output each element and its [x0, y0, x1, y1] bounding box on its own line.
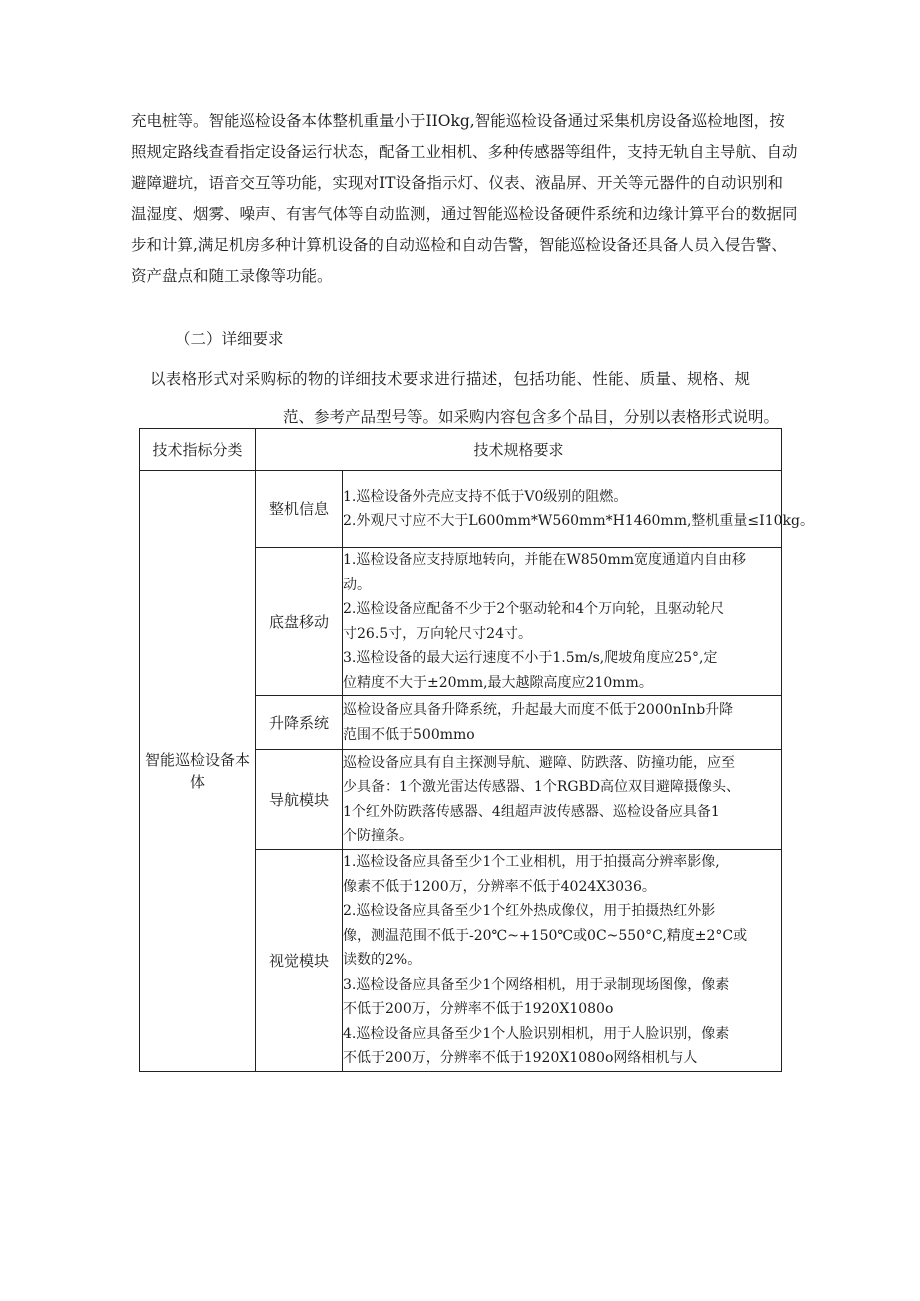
- category-cell: 智能巡检设备本体: [140, 471, 256, 1072]
- subcategory-cell: 视觉模块: [256, 850, 343, 1072]
- requirement-line: 不低于200万，分辨率不低于1920X1080o网络相机与人: [343, 1050, 698, 1067]
- section-intro-line-1: 以表格形式对采购标的物的详细技术要求进行描述，包括功能、性能、质量、规格、规: [150, 370, 750, 388]
- paragraph-line: 照规定路线查看指定设备运行状态，配备工业相机、多种传感器等组件，支持无轨自主导航、自动: [131, 143, 798, 161]
- subcategory-cell: 升降系统: [256, 696, 343, 750]
- subcategory-cell: 整机信息: [256, 471, 343, 548]
- table-row: [140, 471, 782, 548]
- requirement-cell: [343, 471, 814, 548]
- subcategory-cell: 底盘移动: [256, 548, 343, 696]
- requirement-line: 1.巡检设备应支持原地转向，并能在W850mm宽度通道内自由移: [343, 552, 747, 568]
- requirement-line: 3.巡检设备应具备至少1个网络相机，用于录制现场图像，像素: [343, 976, 730, 993]
- section-intro-line-2: 范、参考产品型号等。如采购内容包含多个品目，分别以表格形式说明。: [283, 408, 780, 426]
- requirement-line: 1.巡检设备外壳应支持不低于V0级别的阻燃。: [343, 488, 628, 505]
- requirement-cell: [343, 850, 782, 1072]
- requirement-line: 动。: [343, 576, 371, 593]
- header-category: 技术指标分类: [140, 429, 256, 471]
- requirement-cell: [343, 750, 782, 850]
- requirement-line: 寸26.5寸，万向轮尺寸24寸。: [343, 625, 532, 642]
- requirement-line: 3.巡检设备的最大运行速度不小于1.5m/s,爬坡角度应25°,定: [343, 650, 718, 666]
- requirement-line: 读数的2%。: [343, 952, 422, 969]
- header-requirements: 技术规格要求: [256, 429, 782, 471]
- requirement-line: 少具备：1个激光雷达传感器、1个RGBD高位双目避障摄像头、: [343, 779, 741, 795]
- requirement-line: 位精度不大于±20mm,最大越隙高度应210mm。: [343, 674, 653, 691]
- requirement-line: 1.巡检设备应具备至少1个工业相机，用于拍摄高分辨率影像,: [343, 854, 720, 871]
- paragraph-line: 充电桩等。智能巡检设备本体整机重量小于IIOkg,智能巡检设备通过采集机房设备巡检地图，按: [131, 112, 785, 130]
- spec-table: [139, 428, 814, 1072]
- intro-paragraph: [131, 106, 798, 292]
- paragraph-line: 避障避坑，语音交互等功能，实现对IT设备指示灯、仪表、液晶屏、开关等元器件的自动识别和: [131, 174, 783, 192]
- requirement-line: 像素不低于1200万，分辨率不低于4024X3036。: [343, 878, 656, 895]
- subcategory-cell: 导航模块: [256, 750, 343, 850]
- requirement-line: 2.巡检设备应具备至少1个红外热成像仪，用于拍摄热红外影: [343, 903, 716, 920]
- table-header-row: [140, 429, 782, 471]
- requirement-line: 像，测温范围不低于-20℃~+150℃或0C~550°C,精度±2°C或: [343, 927, 748, 944]
- requirement-line: 范围不低于500mmo: [343, 726, 475, 743]
- paragraph-line: 资产盘点和随工录像等功能。: [131, 267, 333, 285]
- requirement-line: 2.外观尺寸应不大于L600mm*W560mm*H1460mm,整机重量≤I10kg。: [343, 513, 814, 529]
- section-heading: （二）详细要求: [175, 330, 284, 348]
- paragraph-line: 步和计算,满足机房多种计算机设备的自动巡检和自动告警，智能巡检设备还具备人员入侵告警、: [131, 236, 787, 254]
- paragraph-line: 温湿度、烟雾、噪声、有害气体等自动监测，通过智能巡检设备硬件系统和边缘计算平台的数据同: [131, 205, 798, 223]
- requirement-line: 个防撞条。: [343, 828, 413, 844]
- requirement-line: 4.巡检设备应具备至少1个人脸识别相机，用于人脸识别，像素: [343, 1025, 730, 1042]
- requirement-line: 不低于200万，分辨率不低于1920X1080o: [343, 1001, 614, 1018]
- requirement-line: 1个红外防跌落传感器、4组超声波传感器、巡检设备应具备1: [343, 803, 720, 820]
- requirement-cell: [343, 548, 782, 696]
- requirement-cell: [343, 696, 782, 750]
- requirement-line: 巡检设备应具备升降系统，升起最大而度不低于2000nInb升降: [343, 702, 734, 718]
- requirement-line: 巡检设备应具有自主探测导航、避障、防跌落、防撞功能，应至: [343, 754, 735, 771]
- requirement-line: 2.巡检设备应配备不少于2个驱动轮和4个万向轮，且驱动轮尺: [343, 601, 725, 617]
